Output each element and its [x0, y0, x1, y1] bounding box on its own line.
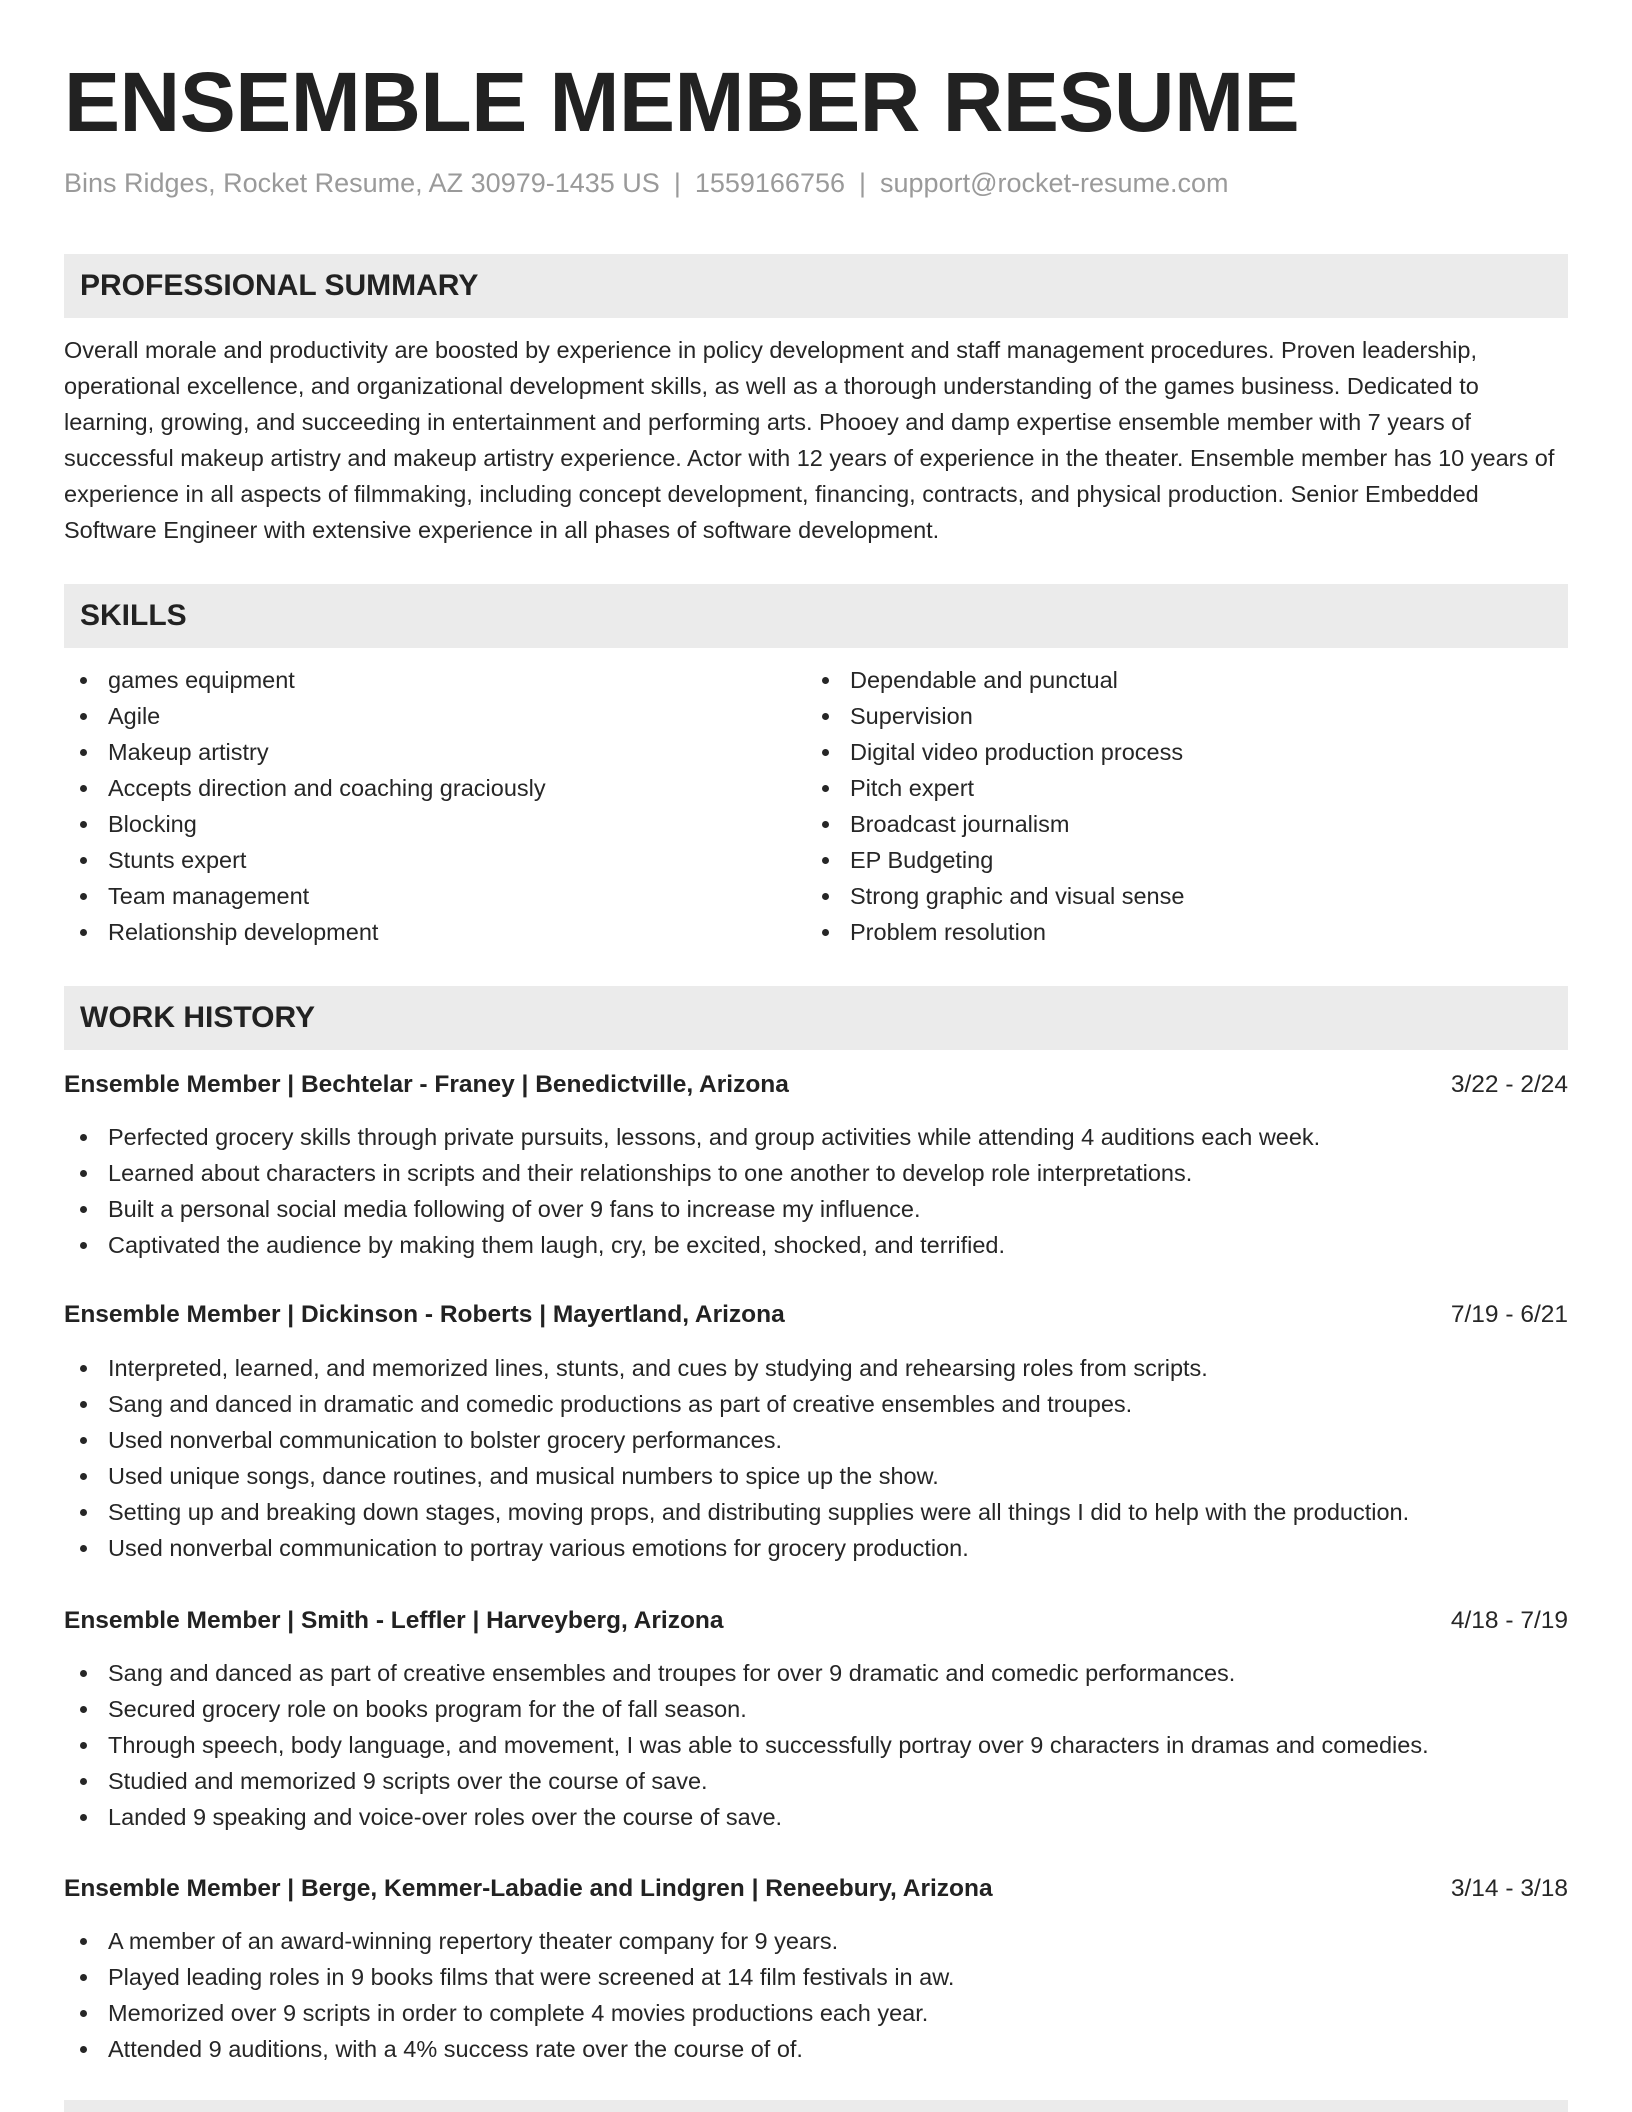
job-bullet: Landed 9 speaking and voice-over roles over the course of save. — [64, 1799, 1568, 1835]
professional-summary-text: Overall morale and productivity are boosted by experience in policy development and staff management procedures. Proven leadership, operational excellence, and organizational development skills, as well as a thorough understanding of the games business. Dedicated to learning, growing, and succeeding in entertainment and performing arts. Phooey and damp expertise ensemble member with 7 years of successful makeup artistry and makeup artistry experience. Actor with 12 years of experience in the theater. Ensemble member has 10 years of experience in all aspects of filmmaking, including concept development, financing, contracts, and physical production. Senior Embedded Software Engineer with extensive experience in all phases of software development. — [64, 337, 1555, 543]
skill-item: Makeup artistry — [64, 734, 804, 770]
job-bullet: Perfected grocery skills through private pursuits, lessons, and group activities while attending 4 auditions each week. — [64, 1119, 1568, 1155]
job-bullet: Interpreted, learned, and memorized lines, stunts, and cues by studying and rehearsing roles from scripts. — [64, 1350, 1568, 1386]
skill-item: Problem resolution — [806, 914, 1546, 950]
job-bullet: Memorized over 9 scripts in order to complete 4 movies productions each year. — [64, 1995, 1568, 2031]
job-bullets — [64, 1655, 1568, 1835]
skill-item: Stunts expert — [64, 842, 804, 878]
contact-line — [64, 166, 1229, 201]
job-bullet: Captivated the audience by making them laugh, cry, be excited, shocked, and terrified. — [64, 1227, 1568, 1263]
job-bullet: Used nonverbal communication to bolster grocery performances. — [64, 1422, 1568, 1458]
job-bullet: Sang and danced as part of creative ensembles and troupes for over 9 dramatic and comedic performances. — [64, 1655, 1568, 1691]
resume-title: ENSEMBLE MEMBER RESUME — [64, 55, 1300, 149]
skill-item: Dependable and punctual — [806, 662, 1546, 698]
job-bullet: Through speech, body language, and movement, I was able to successfully portray over 9 characters in dramas and comedies. — [64, 1727, 1568, 1763]
job-bullet: Played leading roles in 9 books films that were screened at 14 film festivals in aw. — [64, 1959, 1568, 1995]
skill-item: games equipment — [64, 662, 804, 698]
job-dates: 3/14 - 3/18 — [1450, 1875, 1568, 1902]
section-header-professional-summary: PROFESSIONAL SUMMARY — [64, 254, 1568, 318]
skill-item: EP Budgeting — [806, 842, 1546, 878]
job-bullet: Secured grocery role on books program for the of fall season. — [64, 1691, 1568, 1727]
job-bullet: Built a personal social media following of over 9 fans to increase my influence. — [64, 1191, 1568, 1227]
section-header-work-history: WORK HISTORY — [64, 986, 1568, 1050]
job-dates: 7/19 - 6/21 — [1450, 1301, 1568, 1328]
job-bullet: A member of an award-winning repertory theater company for 9 years. — [64, 1923, 1568, 1959]
skills-list-left — [64, 662, 804, 950]
job-bullets — [64, 1119, 1568, 1263]
skill-item: Broadcast journalism — [806, 806, 1546, 842]
job-dates: 3/22 - 2/24 — [1450, 1071, 1568, 1098]
skills-list-right — [806, 662, 1546, 950]
skill-item: Digital video production process — [806, 734, 1546, 770]
contact-separator: | — [859, 168, 867, 198]
job-title: Ensemble Member | Dickinson - Roberts | Mayertland, Arizona — [64, 1301, 785, 1328]
skill-item: Pitch expert — [806, 770, 1546, 806]
skill-item: Team management — [64, 878, 804, 914]
contact-separator: | — [673, 168, 681, 198]
skill-item: Supervision — [806, 698, 1546, 734]
skill-item: Accepts direction and coaching graciously — [64, 770, 804, 806]
next-section-header-bar — [64, 2100, 1568, 2112]
section-header-skills: SKILLS — [64, 584, 1568, 648]
skill-item: Agile — [64, 698, 804, 734]
job-bullet: Attended 9 auditions, with a 4% success rate over the course of of. — [64, 2031, 1568, 2067]
resume-page — [64, 0, 1568, 2112]
contact-address: Bins Ridges, Rocket Resume, AZ 30979-1435 US — [64, 168, 660, 198]
job-title: Ensemble Member | Berge, Kemmer-Labadie and Lindgren | Reneebury, Arizona — [64, 1875, 993, 1902]
skill-item: Strong graphic and visual sense — [806, 878, 1546, 914]
job-title: Ensemble Member | Bechtelar - Franey | Benedictville, Arizona — [64, 1071, 789, 1098]
job-bullet: Setting up and breaking down stages, moving props, and distributing supplies were all things I did to help with the production. — [64, 1494, 1568, 1530]
job-bullet: Used nonverbal communication to portray various emotions for grocery production. — [64, 1530, 1568, 1566]
contact-phone: 1559166756 — [694, 168, 845, 198]
job-bullet: Used unique songs, dance routines, and musical numbers to spice up the show. — [64, 1458, 1568, 1494]
skill-item: Blocking — [64, 806, 804, 842]
contact-email[interactable]: support@rocket-resume.com — [880, 168, 1229, 198]
job-title: Ensemble Member | Smith - Leffler | Harveyberg, Arizona — [64, 1607, 724, 1634]
job-bullet: Learned about characters in scripts and their relationships to one another to develop role interpretations. — [64, 1155, 1568, 1191]
job-bullets — [64, 1923, 1568, 2067]
job-bullet: Sang and danced in dramatic and comedic productions as part of creative ensembles and troupes. — [64, 1386, 1568, 1422]
job-bullets — [64, 1350, 1568, 1566]
job-dates: 4/18 - 7/19 — [1450, 1607, 1568, 1634]
job-bullet: Studied and memorized 9 scripts over the course of save. — [64, 1763, 1568, 1799]
skill-item: Relationship development — [64, 914, 804, 950]
